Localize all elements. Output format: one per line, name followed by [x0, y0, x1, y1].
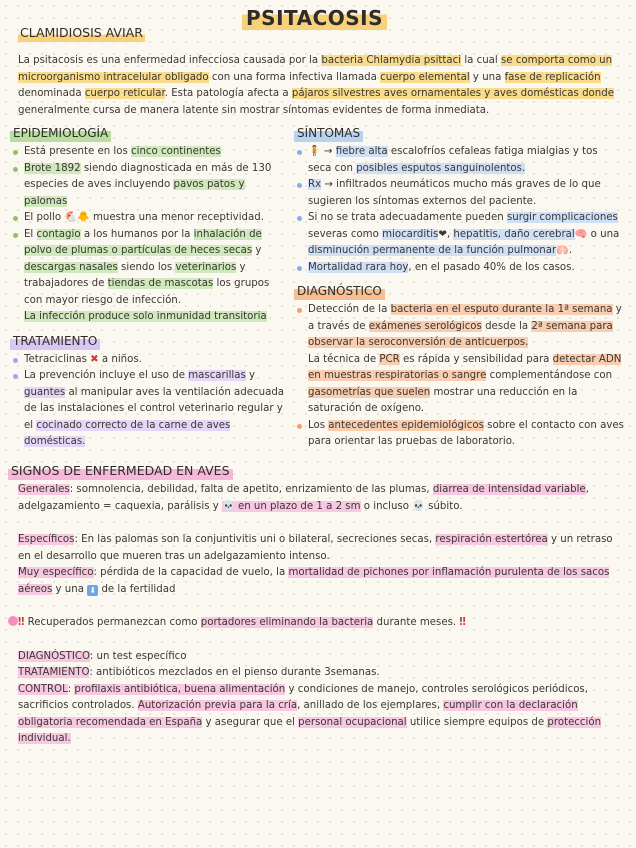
bullet-icon	[297, 216, 302, 221]
list-item: Los antecedentes epidemiológicos sobre el contacto con aves para orientar las pruebas de laboratorio.	[294, 418, 624, 451]
signos-muy-especifico: Muy específico: pérdida de la capacidad de vuelo, la mortalidad de pichones por inflamación purulenta de los sacos aéreos y una ⬇ de la fertilidad	[18, 567, 610, 595]
diagnostico-heading: DIAGNÓSTICO	[294, 282, 385, 300]
signos-heading: SIGNOS DE ENFERMEDAD EN AVES	[8, 462, 233, 480]
diagnostico-pcr: La técnica de PCR es rápida y sensibilidad para detectar ADN en muestras respiratorias o sangre complementándose con gasometrías que suelen mostrar una reducción en la saturación de oxígeno.	[308, 353, 622, 414]
tratamiento-heading: TRATAMIENTO	[10, 332, 100, 350]
list-item: Está presente en los cinco continentes	[10, 144, 290, 161]
signos-recuperados: ‼ Recuperados permanezcan como portadores eliminando la bacteria durante meses. ‼	[8, 615, 628, 632]
list-item: Rx → infiltrados neumáticos mucho más graves de lo que sugieren los síntomas externos del paciente.	[294, 177, 624, 210]
signos-diagnostico: DIAGNÓSTICO: un test específico	[18, 650, 187, 662]
page-title: PSITACOSIS	[242, 6, 387, 30]
list-item: 🧍 → fiebre alta escalofríos cefaleas fatiga mialgias y tos seca con posibles esputos sanguinolentos.	[294, 144, 624, 177]
list-item: Brote 1892 siendo diagnosticada en más de 130 especies de aves incluyendo pavos patos y palomas	[10, 161, 290, 211]
bullet-icon	[297, 150, 302, 155]
signos-control: CONTROL: profilaxis antibiótica, buena alimentación y condiciones de manejo, controles serológicos periódicos, sacrificios controlados. Autorización previa para la cría, anillado de los ejemplares, cumplir con la declaración obligatoria recomendada en España y asegurar que el personal ocupacional utilice siempre equipos de protección individual.	[18, 683, 602, 744]
sintomas-heading: SÍNTOMAS	[294, 124, 363, 142]
subtitle: CLAMIDIOSIS AVIAR	[20, 25, 143, 40]
list-item: Si no se trata adecuadamente pueden surgir complicaciones severas como miocarditis❤, hepatitis, daño cerebral🧠 o una disminución permanente de la función pulmonar🫁.	[294, 210, 624, 260]
epidemiologia-list	[10, 144, 290, 309]
left-column	[10, 124, 290, 451]
signos-tratamiento: TRATAMIENTO: antibióticos mezclados en el pienso durante 3semanas.	[18, 667, 380, 678]
signos-especificos: Específicos: En las palomas son la conjuntivitis uni o bilateral, secreciones secas, respiración estertórea y un retraso en el desarrollo que mueren tras un adelgazamiento intenso.	[18, 534, 613, 562]
sintomas-list	[294, 144, 624, 276]
list-item: Detección de la bacteria en el esputo durante la 1ª semana y a través de exámenes serológicos desde la 2ª semana para observar la seroconversión de anticuerpos.	[294, 302, 624, 352]
list-item: Mortalidad rara hoy, en el pasado 40% de los casos.	[294, 260, 624, 277]
list-item: Tetraciclinas ✖ a niños.	[10, 352, 290, 369]
bullet-icon	[297, 183, 302, 188]
epidemiologia-heading: EPIDEMIOLOGÍA	[10, 124, 111, 142]
list-item: El pollo 🐔🐥 muestra una menor receptividad.	[10, 210, 290, 227]
bullet-icon	[13, 374, 18, 379]
alert-icon: ‼	[459, 617, 466, 628]
diagnostico-list	[294, 302, 624, 352]
bullet-icon	[297, 308, 302, 313]
signos-generales: Generales: somnolencia, debilidad, falta de apetito, enrizamiento de las plumas, diarrea de intensidad variable, adelgazamiento = caquexia, parálisis y 💀 en un plazo de 1 a 2 sm o incluso 💀 súbito.	[18, 484, 589, 512]
right-column	[294, 124, 624, 451]
bullet-icon	[297, 266, 302, 271]
bullet-icon	[297, 424, 302, 429]
intro-paragraph: La psitacosis es una enfermedad infecciosa causada por la bacteria Chlamydia psittaci la cual se comporta como un microorganismo intracelular obligado con una forma infectiva llamada cuerpo elemental y una fase de replicación denominada cuerpo reticular. Esta patología afecta a pájaros silvestres aves ornamentales y aves domésticas donde generalmente cursa de manera latente sin mostrar síntomas evidentes de forma inmediata.	[18, 55, 614, 116]
diagnostico-list-2	[294, 418, 624, 451]
epidemiologia-note: La infección produce solo inmunidad transitoria	[24, 311, 267, 322]
list-item: La prevención incluye el uso de mascarillas y guantes al manipular aves la ventilación adecuada de las instalaciones el control veterinario regular y el cocinado correcto de la carne de aves domésticas.	[10, 368, 290, 451]
bullet-icon	[13, 150, 18, 155]
cross-icon: ✖	[90, 353, 99, 365]
signos-section	[8, 462, 628, 748]
bullet-icon	[13, 358, 18, 363]
list-item: El contagio a los humanos por la inhalación de polvo de plumas o partículas de heces secas y descargas nasales siendo los veterinarios y trabajadores de tiendas de mascotas los grupos con mayor riesgo de infección.	[10, 227, 290, 310]
alert-icon: ‼	[18, 617, 25, 628]
bullet-icon	[13, 216, 18, 221]
arrow-down-icon: ⬇	[87, 585, 98, 596]
pink-circle-icon	[8, 616, 18, 626]
bullet-icon	[13, 233, 18, 238]
tratamiento-list	[10, 352, 290, 451]
bullet-icon	[13, 167, 18, 172]
